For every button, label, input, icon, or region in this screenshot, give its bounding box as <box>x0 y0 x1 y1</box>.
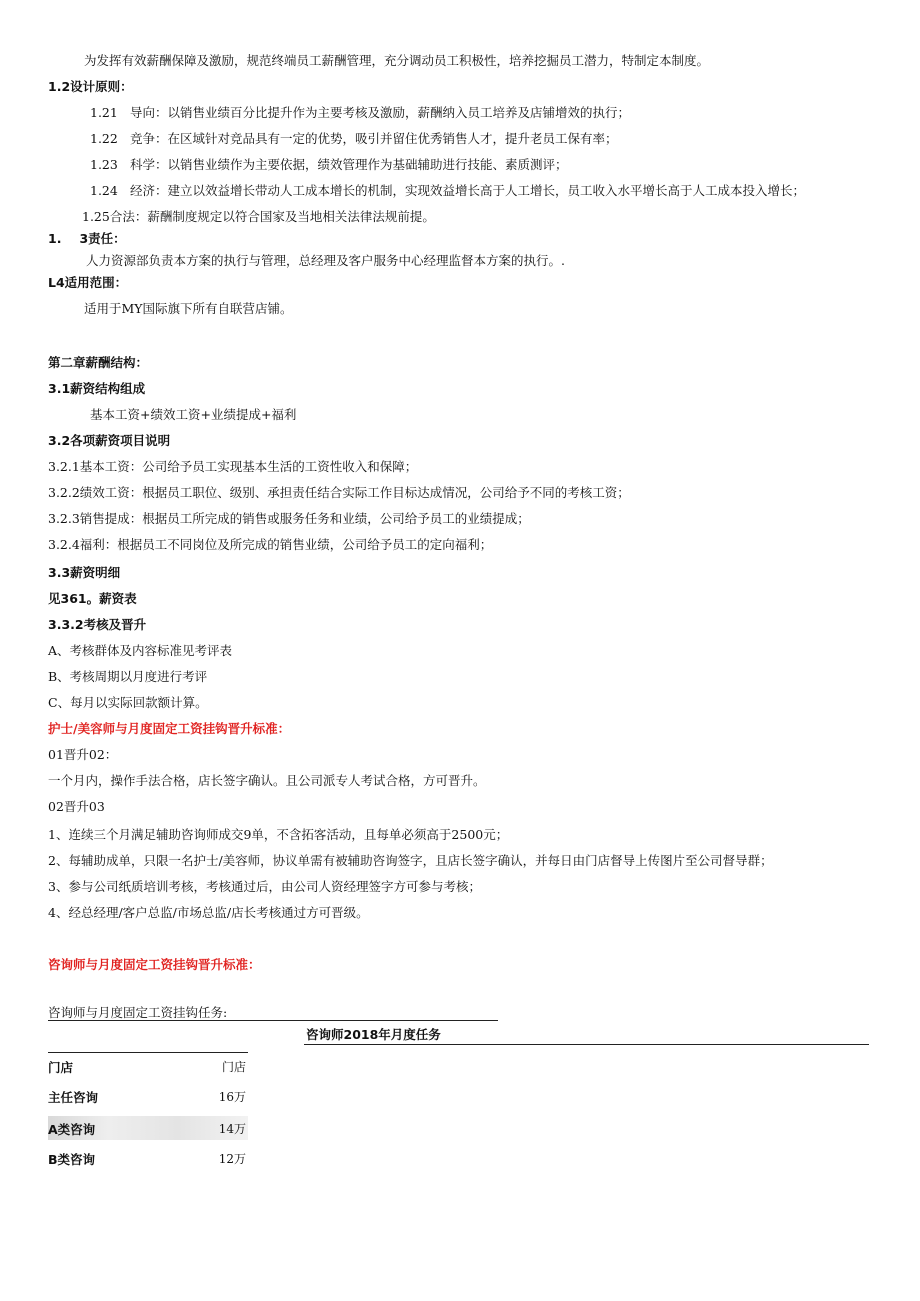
consultant-promotion-title: 咨询师与月度固定工资挂钩晋升标准： <box>48 957 261 972</box>
nurse-p1-title: 01晋升02： <box>48 747 118 762</box>
nurse-p2-title: 02晋升03 <box>48 799 105 814</box>
section-1-2-title: 1.2设计原则： <box>48 79 133 94</box>
nurse-promotion-title: 护士/美容师与月度固定工资挂钩晋升标准： <box>48 721 291 736</box>
nurse-p2-item: 3、参与公司纸质培训考核，考核通过后，由公司人资经理签字方可参与考核； <box>48 879 481 894</box>
nurse-p1-text: 一个月内，操作手法合格，店长签字确认。且公司派专人考试合格，方可晋升。 <box>48 773 486 788</box>
nurse-p2-item: 2、每辅助成单，只限一名护士/美容师，协议单需有被辅助咨询签字，且店长签字确认，并每日由门店督导上传图片至公司督导群； <box>48 853 773 868</box>
table-header-row <box>48 1054 248 1078</box>
table-row <box>48 1084 248 1108</box>
table-title-underline <box>304 1044 869 1045</box>
assessment-item: C、每月以实际回款额计算。 <box>48 695 208 710</box>
section-1-3-label: 3责任： <box>79 231 126 246</box>
table-row <box>48 1146 248 1170</box>
principle-text: 经济：建立以效益增长带动人工成本增长的机制，实现效益增长高于人工增长，员工收入水平增长高于人工成本投入增长； <box>130 183 806 198</box>
principle-item-125: 1.25合法：薪酬制度规定以符合国家及当地相关法律法规前提。 <box>82 209 435 224</box>
task-table-title: 咨询师2018年月度任务 <box>306 1027 441 1042</box>
salary-item: 3.2.3销售提成：根据员工所完成的销售或服务任务和业绩，公司给予员工的业绩提成； <box>48 511 530 526</box>
principle-num: 1.23 <box>90 157 118 172</box>
table-row <box>48 1116 248 1140</box>
nurse-p2-item: 1、连续三个月满足辅助咨询师成交9单，不含拓客活动，且每单必须高于2500元； <box>48 827 509 842</box>
consultant-task-label: 咨询师与月度固定工资挂钩任务: <box>48 1005 228 1020</box>
section-1-4-title: L4适用范围： <box>48 275 128 290</box>
salary-table-reference: 见361。薪资表 <box>48 591 137 606</box>
principle-num: 1.22 <box>90 131 118 146</box>
role-cell: A类咨询 <box>48 1122 96 1137</box>
principle-text: 科学：以销售业绩作为主要依据，绩效管理作为基础辅助进行技能、素质测评； <box>130 157 568 172</box>
principle-item <box>90 130 618 148</box>
section-3-2-title: 3.2各项薪资项目说明 <box>48 433 171 448</box>
value-cell: 14万 <box>218 1122 246 1136</box>
section-1-3-num: 1. <box>48 231 62 246</box>
salary-item: 3.2.2绩效工资：根据员工职位、级别、承担责任结合实际工作目标达成情况，公司给予不同的考核工资； <box>48 485 630 500</box>
role-cell: B类咨询 <box>48 1152 96 1167</box>
chapter-2-title: 第二章薪酬结构： <box>48 355 149 370</box>
section-3-3-2-title: 3.3.2考核及晋升 <box>48 617 147 632</box>
principle-item <box>90 182 805 200</box>
nurse-p2-item: 4、经总经理/客户总监/市场总监/店长考核通过方可晋级。 <box>48 905 369 920</box>
section-1-4-text: 适用于MY国际旗下所有自联营店铺。 <box>84 301 293 316</box>
assessment-item: A、考核群体及内容标准见考评表 <box>48 643 233 658</box>
principle-item <box>90 156 568 174</box>
header-cell: 门店 <box>48 1060 74 1075</box>
assessment-item: B、考核周期以月度进行考评 <box>48 669 208 684</box>
task-label-underline <box>48 1020 498 1021</box>
principle-item <box>90 104 630 122</box>
header-cell: 门店 <box>221 1060 246 1074</box>
principle-text: 竞争：在区域针对竞品具有一定的优势，吸引并留住优秀销售人才，提升老员工保有率； <box>130 131 618 146</box>
value-cell: 16万 <box>218 1090 246 1104</box>
principle-num: 1.21 <box>90 105 118 120</box>
principle-text: 导向：以销售业绩百分比提升作为主要考核及激励，薪酬纳入员工培养及店铺增效的执行； <box>130 105 631 120</box>
section-3-3-title: 3.3薪资明细 <box>48 565 121 580</box>
table-top-border <box>48 1052 248 1053</box>
value-cell: 12万 <box>218 1152 246 1166</box>
section-3-1-title: 3.1薪资结构组成 <box>48 381 146 396</box>
salary-item: 3.2.1基本工资：公司给予员工实现基本生活的工资性收入和保障； <box>48 459 418 474</box>
section-1-3-title <box>48 230 126 248</box>
section-3-1-text: 基本工资+绩效工资+业绩提成+福利 <box>90 407 297 422</box>
role-cell: 主任咨询 <box>48 1090 99 1105</box>
salary-item: 3.2.4福利：根据员工不同岗位及所完成的销售业绩，公司给予员工的定向福利； <box>48 537 493 552</box>
intro-paragraph: 为发挥有效薪酬保障及激励，规范终端员工薪酬管理，充分调动员工积极性，培养挖掘员工潜力，特制定本制度。 <box>84 53 710 68</box>
principle-num: 1.24 <box>90 183 118 198</box>
section-1-3-text: 人力资源部负责本方案的执行与管理，总经理及客户服务中心经理监督本方案的执行。. <box>86 253 565 268</box>
